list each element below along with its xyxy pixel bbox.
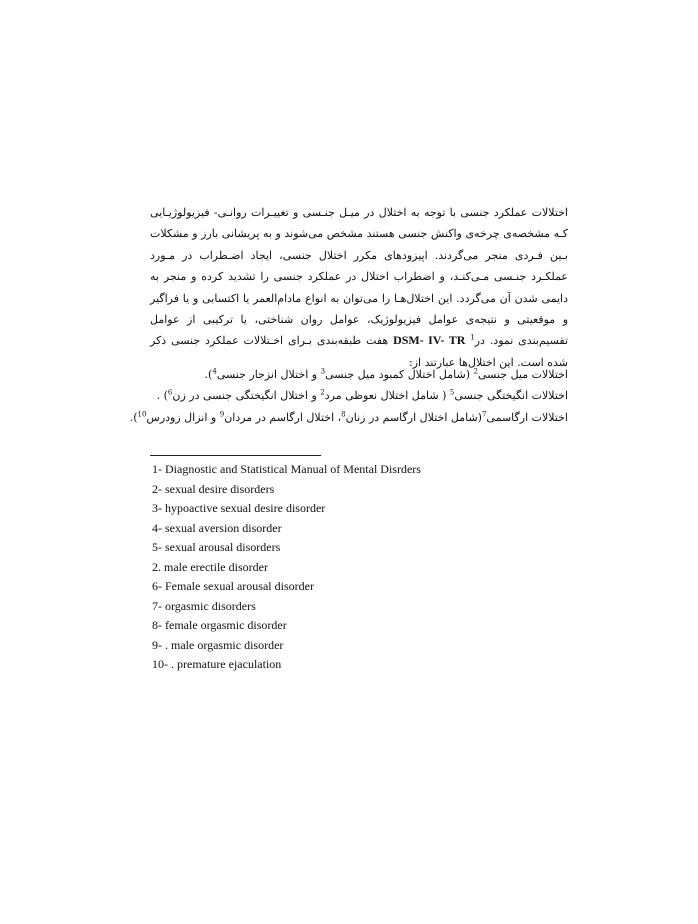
footnote-ref: 4 <box>212 367 217 376</box>
list-item-orgasmic <box>129 407 568 428</box>
footnote: 9- . male orgasmic disorder <box>152 637 284 652</box>
footnote: 6- Female sexual arousal disorder <box>152 579 314 593</box>
list-item-desire <box>150 364 568 385</box>
footnote-divider <box>150 455 321 456</box>
item-text: اختلالات ارگاسمی <box>486 410 568 424</box>
item-text: ، اختلال ارگاسم در مردان <box>224 410 342 424</box>
footnote: 2- sexual desire disorders <box>152 481 275 496</box>
footnote-ref: 3 <box>320 367 326 376</box>
footnote: 2. male erectile disorder <box>152 559 268 574</box>
footnote-ref: 6 <box>167 388 173 397</box>
footnote-ref: 8 <box>341 410 346 419</box>
item-text: (شامل اختلال ارگاسم در زنان <box>345 410 482 424</box>
footnote-ref: 9 <box>219 410 225 419</box>
footnote: 1- Diagnostic and Statistical Manual of Mental Disrders <box>152 462 421 476</box>
dsm-term: DSM- IV- TR <box>393 333 466 348</box>
item-text: و انزال زودرس <box>146 410 217 424</box>
item-text: و اختلال انزجار جنسی <box>216 368 318 381</box>
paragraph-tail: هفت طبقه‌بندی بـرای اخـتلالات عملکرد جنسی ذکر شده است. این اختلال‌ها عبارتند از: <box>150 334 568 369</box>
item-text: ). <box>204 368 213 381</box>
item-text: (شامل اختلال کمبود میل جنسی <box>325 368 471 381</box>
footnote-ref: 2 <box>473 367 478 376</box>
item-text: اختلالات انگیختگی جنسی <box>454 389 568 403</box>
footnote: 3- hypoactive sexual desire disorder <box>152 501 326 515</box>
footnote-ref: 7 <box>481 410 487 419</box>
footnote-ref: 2 <box>320 388 325 397</box>
item-text: اختلالات میل جنسی <box>477 368 568 381</box>
footnote-ref-1: 1 <box>470 333 475 342</box>
item-text: ( شامل اختلال نعوظی مرد <box>324 389 447 403</box>
footnote: 5- sexual arousal disorders <box>152 540 281 554</box>
footnote: 7- orgasmic disorders <box>152 598 256 613</box>
list-item-arousal <box>150 385 568 406</box>
disorder-list <box>129 364 568 428</box>
item-text: ) . <box>156 389 168 403</box>
footnote-ref: 10 <box>137 410 147 419</box>
footnote: 4- sexual aversion disorder <box>152 520 282 535</box>
paragraph-main: اختلالات عملکرد جنسی با توجه به اختلال در میـل جنـسی و تغییـرات روانـی- فیزیولوژیـایی کـه مشخصه‌ی چرخه‌ی واکنش جنسی هستند مشخص می‌شوند و به پریشانی بارز و مشکلات بـین فـردی منجر می‌گردند. اپیزودهای مکرر اختلال جنسی، ایجاد اضـطراب در مـورد عملکـرد جنـسی مـی‌کنـد، و اضطراب اختلال در عملکرد جنسی را تشدید کرده و منجر به دایمی شدن آن می‌گردد. این اختلال‌هـا را می‌توان به انواع مادام‌العمر یا اکتسابی و یا فراگیر و موقعیتی و نتیجه‌ی عوامل فیزیولوژیک، عوامل روان شناختی، یا ترکیبی از عوامل تقسیم‌بندی نمود. در <box>150 206 569 348</box>
footnote: 8- female orgasmic disorder <box>152 618 287 632</box>
item-text: ). <box>129 410 138 424</box>
item-text: و اختلال انگیختگی جنسی در زن <box>172 389 317 403</box>
footnotes <box>152 460 552 675</box>
footnote-ref: 5 <box>449 388 455 397</box>
footnote: 10- . premature ejaculation <box>152 657 282 671</box>
